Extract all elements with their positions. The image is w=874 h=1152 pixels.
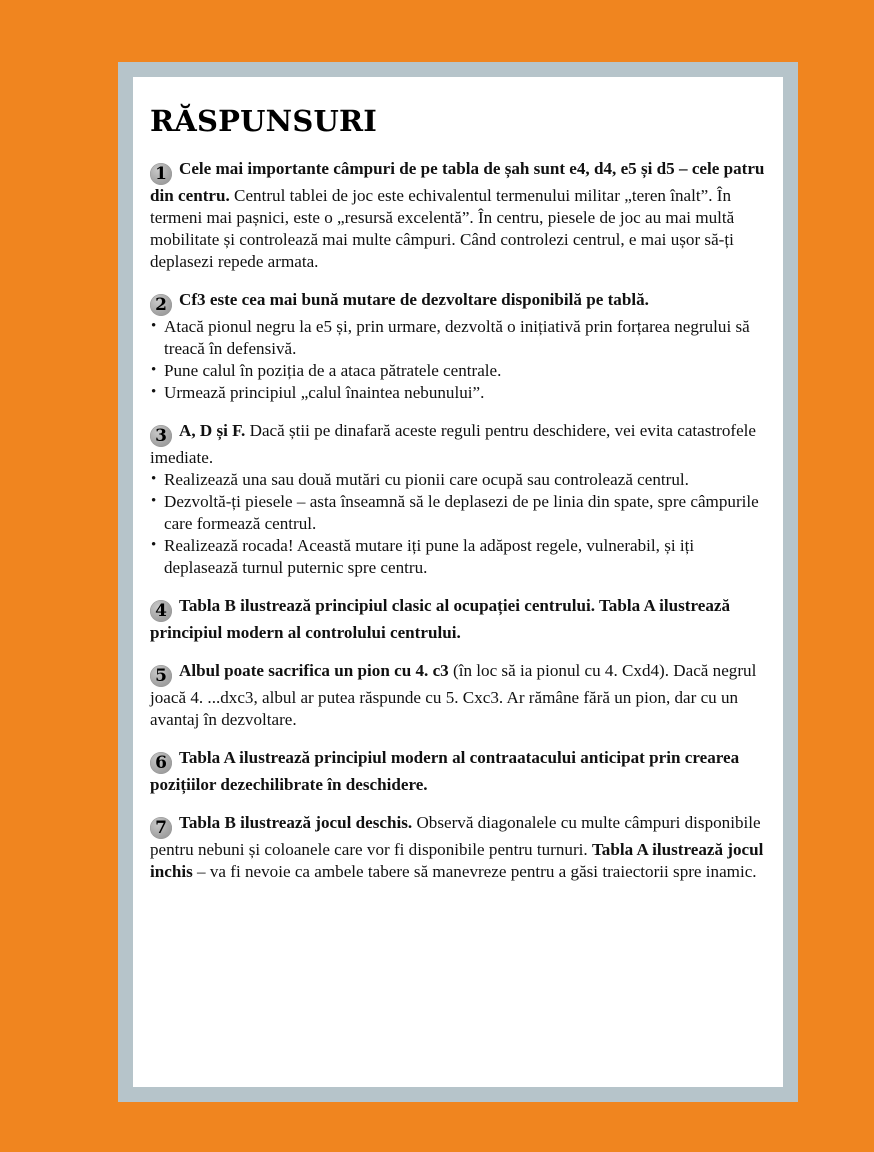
answer-item-5 (150, 660, 770, 731)
page-title: RĂSPUNSURI (150, 104, 378, 138)
answer-1-paragraph (150, 158, 770, 273)
answer-number-badge-5: 5 (150, 665, 172, 687)
list-item: • Realizează rocada! Această mutare iți pune la adăpost regele, vulnerabil, și iți deplasează turnul puternic spre centru. (150, 535, 770, 579)
list-item: • Pune calul în poziția de a ataca pătratele centrale. (150, 360, 770, 382)
answer-item-3 (150, 420, 770, 579)
answer-7-lead-bold: Tabla B ilustrează jocul deschis. (179, 813, 413, 832)
answer-item-7 (150, 812, 770, 883)
answer-7-paragraph (150, 812, 770, 883)
answer-5-lead-bold: Albul poate sacrifica un pion cu 4. c3 (179, 661, 449, 680)
page-content (150, 104, 770, 899)
answer-7-lead-rest: Observă diagonalele cu multe câmpuri disponibile pentru nebuni și coloanele care vor fi disponibile pentru turnuri. (150, 813, 761, 859)
answer-4-paragraph (150, 595, 770, 644)
answer-2-lead-bold: Cf3 este cea mai bună mutare de dezvoltare disponibilă pe tablă. (179, 290, 649, 309)
list-item: • Dezvoltă-ți piesele – asta înseamnă să le deplasezi de pe linia din spate, spre câmpurile care formează centrul. (150, 491, 770, 535)
answer-2-bullet-list (150, 316, 770, 404)
answer-number-badge-2: 2 (150, 294, 172, 316)
answer-7-lead-rest-2: – va fi nevoie ca ambele tabere să manevreze pentru a găsi traiectorii spre inamic. (192, 862, 757, 881)
answer-6-lead-bold: Tabla A ilustrează principiul modern al contraatacului anticipat prin crearea pozițiilor dezechilibrate în deschidere. (150, 748, 740, 794)
page-border-frame (118, 62, 798, 1102)
answer-3-paragraph (150, 420, 770, 469)
answer-3-lead-bold: A, D și F. (179, 421, 246, 440)
answer-item-4 (150, 595, 770, 644)
answer-2-paragraph (150, 289, 770, 316)
answer-item-6 (150, 747, 770, 796)
answer-number-badge-6: 6 (150, 752, 172, 774)
answer-3-lead-rest: Dacă știi pe dinafară aceste reguli pentru deschidere, vei evita catastrofele imediate. (150, 421, 756, 467)
answer-7-lead-bold-2: Tabla A ilustrează jocul inchis (150, 840, 764, 881)
answer-number-badge-3: 3 (150, 425, 172, 447)
answer-number-badge-1: 1 (150, 163, 172, 185)
answer-5-paragraph (150, 660, 770, 731)
answer-4-lead-bold: Tabla B ilustrează principiul clasic al ocupației centrului. Tabla A ilustrează principiul modern al controlului centrului. (150, 596, 731, 642)
answer-5-lead-rest: (în loc să ia pionul cu 4. Cxd4). Dacă negrul joacă 4. ...dxc3, albul ar putea răspunde cu 5. Cxc3. Ar rămâne fără un pion, dar cu un avantaj în dezvoltare. (150, 661, 757, 729)
answer-6-paragraph (150, 747, 770, 796)
answer-number-badge-4: 4 (150, 600, 172, 622)
answer-3-bullet-list (150, 469, 770, 579)
page-sheet (133, 77, 783, 1087)
list-item: • Urmează principiul „calul înaintea nebunului”. (150, 382, 770, 404)
answer-number-badge-7: 7 (150, 817, 172, 839)
answer-item-1 (150, 158, 770, 273)
answer-1-lead-bold: Cele mai importante câmpuri de pe tabla de șah sunt e4, d4, e5 și d5 – cele patru din centru. (150, 159, 765, 205)
answer-item-2 (150, 289, 770, 404)
answer-1-lead-rest: Centrul tablei de joc este echivalentul termenului militar „teren înalt”. În termeni mai pașnici, este o „resursă excelentă”. În centru, piesele de joc au mai multă mobilitate și controlează mai multe câmpuri. Când controlezi centrul, e mai ușor să-ți deplasezi repede armata. (150, 186, 735, 271)
list-item: • Atacă pionul negru la e5 și, prin urmare, dezvoltă o inițiativă prin forțarea negrului să treacă în defensivă. (150, 316, 770, 360)
list-item: • Realizează una sau două mutări cu pionii care ocupă sau controlează centrul. (150, 469, 770, 491)
